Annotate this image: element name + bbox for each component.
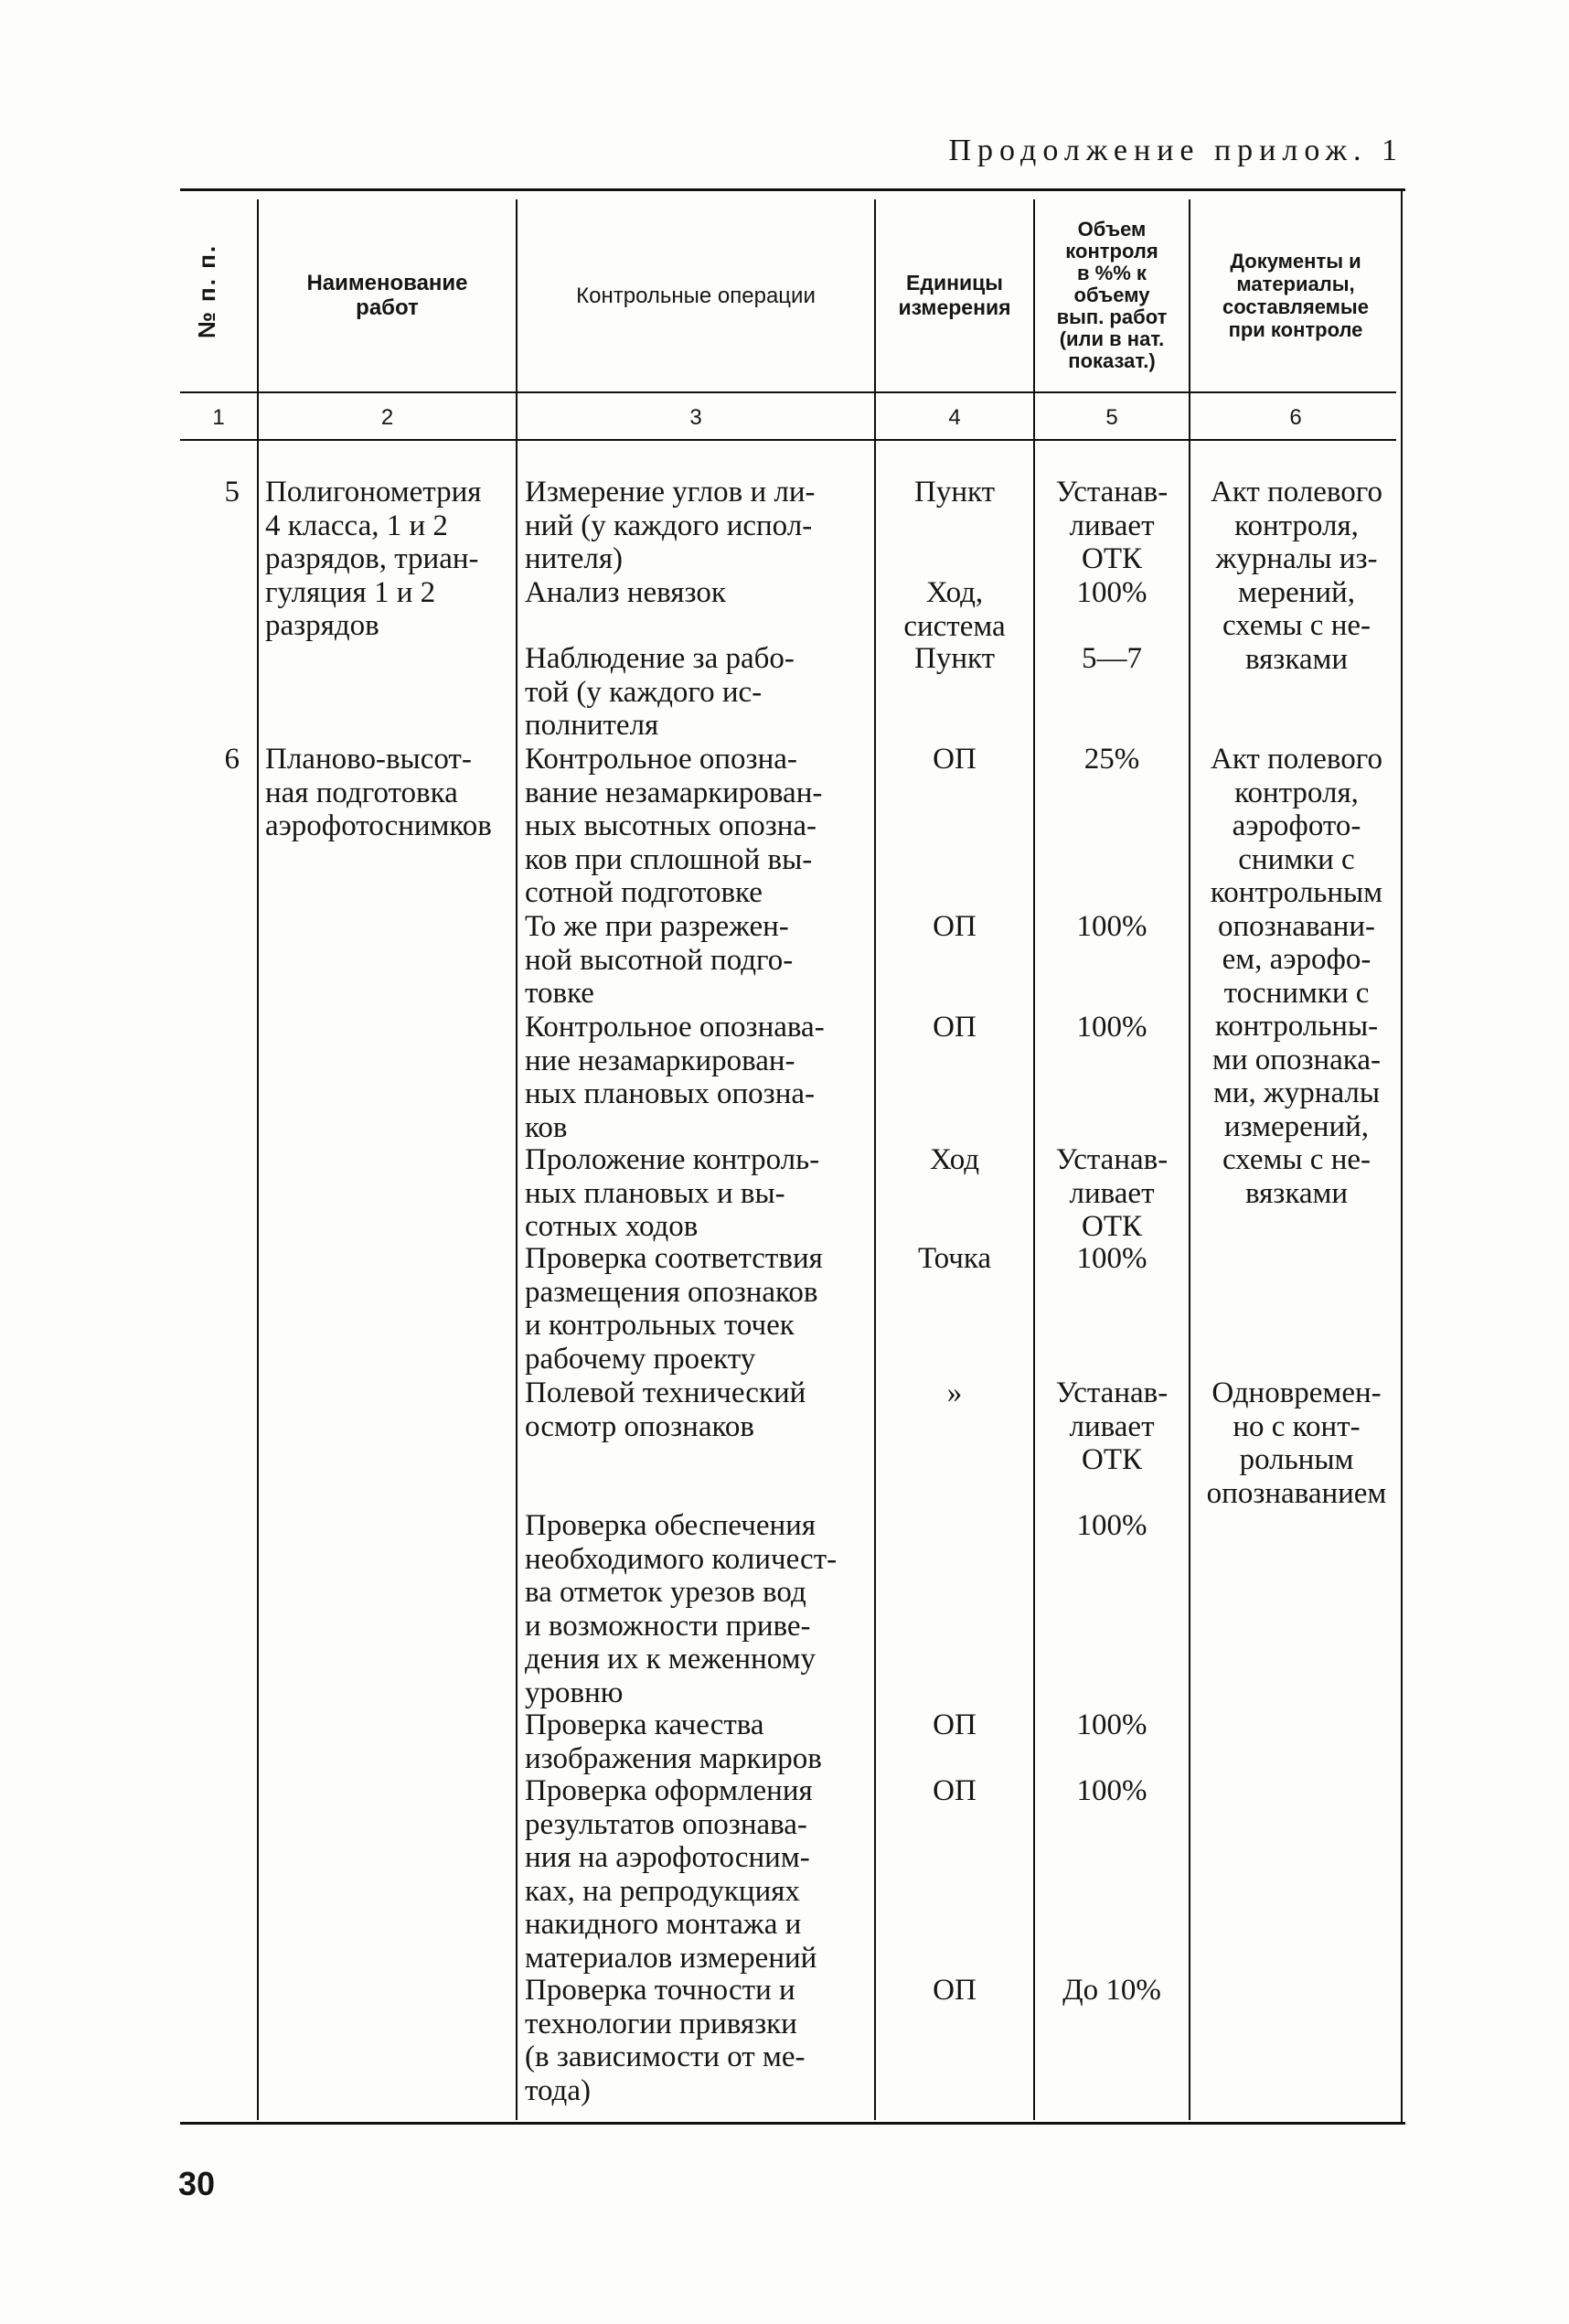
operation-text: Анализ невязок	[525, 576, 726, 609]
operation-text: Контрольное опозна- вание незамаркирован- ных высотных опозна- ков при сплошной вы- сотной подготовке	[525, 743, 823, 909]
row-number: 5	[224, 476, 240, 509]
unit-value: ОП	[933, 1774, 977, 1807]
volume-value: 100%	[1076, 1242, 1147, 1275]
unit-value: Пункт	[913, 642, 995, 675]
operation-text: Контрольное опознава- ние незамаркирован- ных плановых опозна- ков	[525, 1011, 825, 1144]
operation-text: Наблюдение за рабо- той (у каждого ис- полнителя	[525, 642, 795, 742]
volume-value: 100%	[1076, 1509, 1147, 1542]
unit-value: Пункт	[913, 476, 995, 509]
col-number-4: 4	[948, 405, 961, 430]
operation-text: Проверка качества изображения маркиров	[525, 1708, 822, 1775]
operation-text: Проложение контроль- ных плановых и вы- сотных ходов	[525, 1143, 820, 1243]
volume-value: Устанав- ливает ОТК	[1055, 1143, 1169, 1243]
unit-value: »	[946, 1376, 963, 1409]
col-divider-1	[257, 199, 259, 2120]
table-top-rule	[180, 188, 1405, 191]
col-header-units: Единицы измерения	[898, 271, 1011, 319]
row-number: 6	[224, 743, 240, 776]
colnum-rule	[180, 439, 1396, 441]
unit-value: Ход	[929, 1143, 980, 1176]
operation-text: Проверка оформления результатов опознава- ния на аэрофотосним- ках, на репродукциях накидного монтажа и материалов измерений	[525, 1774, 817, 1975]
unit-value: ОП	[933, 743, 977, 776]
volume-value: До 10%	[1062, 1974, 1161, 2007]
col-header-documents: Документы и материалы, составляемые при контроле	[1222, 250, 1369, 341]
documents-text-2: Одновремен- но с конт- рольным опознаванием	[1206, 1376, 1387, 1510]
documents-text: Акт полевого контроля, аэрофото- снимки с контрольным опознавани- ем, аэрофо- тоснимки с контрольны- ми опознака- ми, журналы измерений, схемы с не- вязками	[1210, 743, 1383, 1210]
unit-value: Ход, система	[903, 576, 1006, 643]
col-number-1: 1	[212, 405, 225, 430]
unit-value: ОП	[933, 910, 977, 943]
volume-value: 100%	[1076, 910, 1147, 943]
volume-value: 5—7	[1082, 642, 1142, 675]
col-number-5: 5	[1105, 405, 1118, 430]
work-name: Полигонометрия 4 класса, 1 и 2 разрядов, триан- гуляция 1 и 2 разрядов	[265, 476, 482, 642]
col-header-work: Наименование работ	[306, 271, 468, 320]
operation-text: Проверка точности и технологии привязки (в зависимости от ме- тода)	[525, 1974, 806, 2107]
volume-value: Устанав- ливает ОТК	[1055, 1376, 1169, 1476]
work-name: Планово-высот- ная подготовка аэрофотоснимков	[265, 743, 492, 842]
volume-value: 100%	[1076, 576, 1147, 609]
operation-text: Проверка обеспечения необходимого количест- ва отметок урезов вод и возможности приве- дения их к меженному уровню	[525, 1509, 838, 1709]
volume-value: 100%	[1076, 1774, 1147, 1807]
page-number: 30	[178, 2165, 216, 2202]
unit-value: ОП	[933, 1708, 977, 1741]
operation-text: То же при разрежен- ной высотной подго- товке	[525, 910, 794, 1010]
unit-value: ОП	[933, 1011, 977, 1044]
unit-value: Точка	[917, 1242, 992, 1275]
col-number-2: 2	[380, 405, 394, 430]
volume-value: 100%	[1076, 1011, 1147, 1044]
unit-value: ОП	[933, 1974, 977, 2007]
table-bottom-rule	[180, 2122, 1405, 2125]
page-header: Продолжение прилож. 1	[948, 134, 1404, 167]
header-rule	[180, 391, 1396, 393]
documents-text: Акт полевого контроля, журналы из- мерений, схемы с не- вязками	[1210, 476, 1382, 676]
operation-text: Измерение углов и ли- ний (у каждого испол- нителя)	[525, 476, 816, 575]
col-header-volume: Объем контроля в %% к объему вып. работ (или в нат. показат.)	[1056, 218, 1168, 372]
col-header-number: № п. п.	[193, 243, 221, 338]
volume-value: Устанав- ливает ОТК	[1055, 476, 1169, 575]
col-divider-2	[516, 199, 518, 2120]
operation-text: Полевой технический осмотр опознаков	[525, 1376, 806, 1443]
col-number-6: 6	[1289, 405, 1302, 430]
col-number-3: 3	[689, 405, 702, 430]
col-header-operations: Контрольные операции	[576, 283, 816, 308]
operation-text: Проверка соответствия размещения опознаков и контрольных точек рабочему проекту	[525, 1242, 823, 1376]
volume-value: 100%	[1076, 1708, 1147, 1741]
volume-value: 25%	[1083, 743, 1140, 776]
